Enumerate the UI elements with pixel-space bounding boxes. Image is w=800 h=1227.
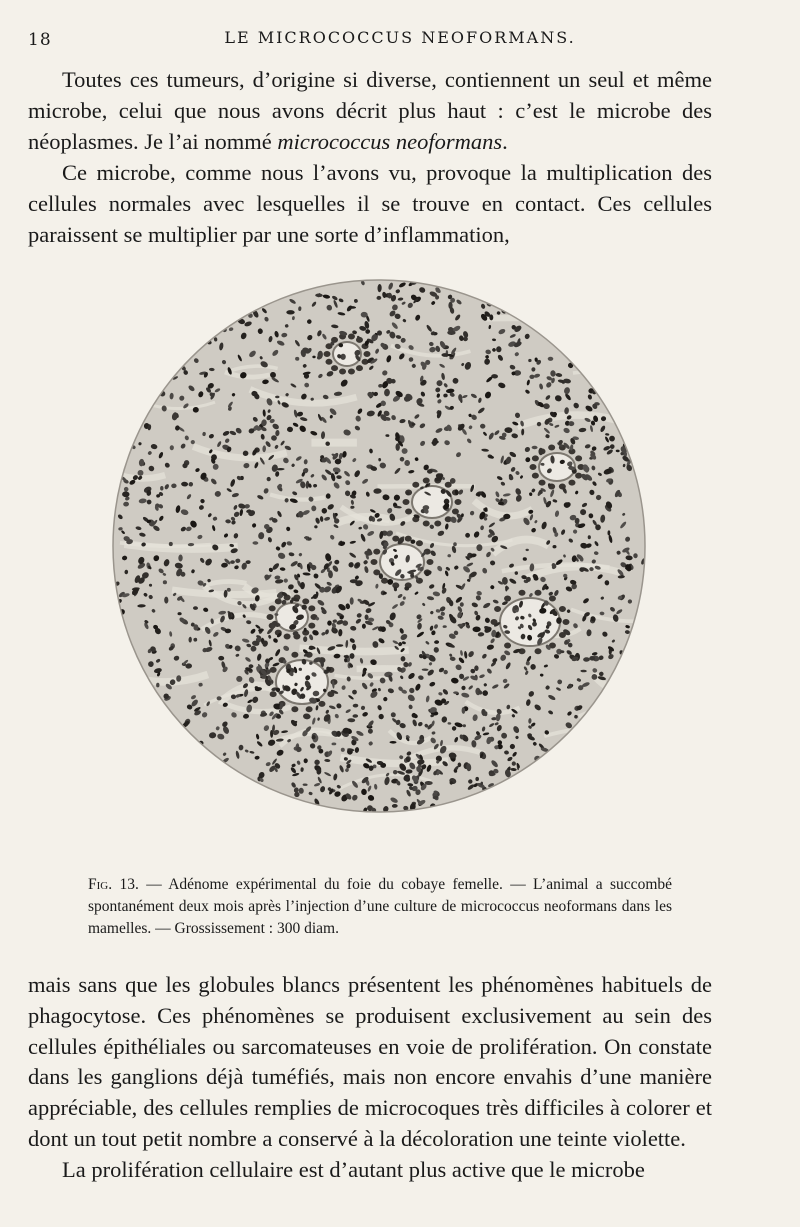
running-title: LE MICROCOCCUS NEOFORMANS.	[224, 28, 576, 47]
figure-label: Fig. 13.	[88, 876, 139, 893]
paragraph: mais sans que les globules blancs présentent les phénomènes habituels de phagocytose. Ces phénomènes se produisent exclusivement au sein des cellules épithéliales ou sarcomateuses en voie de prolifération. On constate dans les ganglions déjà tuméfiés, mais non encore envahis d’une manière appréciable, des cellules remplies de microcoques très difficiles à colorer et dont un tout petit nombre a conservé à la décoloration une teinte violette.	[28, 972, 712, 1151]
paragraph: Ce microbe, comme nous l’avons vu, provoque la multiplication des cellules normales avec lesquelles il se trouve en contact. Ces cellules paraissent se multiplier par une sorte d’inflammation,	[28, 160, 712, 247]
paragraph	[28, 64, 712, 157]
micrograph-figure	[102, 262, 656, 830]
page-number: 18	[28, 30, 52, 50]
species-name: micrococcus neoformans	[277, 129, 503, 154]
paragraph-text: Toutes ces tumeurs, d’origine si diverse, contiennent un seul et même microbe, celui que nous avons décrit plus haut : c’est le microbe des néoplasmes. Je l’ai nommé	[28, 67, 712, 154]
tissue-section	[102, 267, 656, 830]
paragraph: La prolifération cellulaire est d’autant plus active que le microbe	[62, 1156, 645, 1182]
caption-text: — Adénome expérimental du foie du cobaye femelle. — L’animal a succombé spontanément deux mois après l’injection d’une culture de micrococcus neoformans dans les mamelles. — Grossissement : 300 diam.	[88, 876, 672, 937]
body-text-bottom	[28, 970, 712, 1186]
body-text-top	[28, 64, 712, 250]
paragraph-end: .	[502, 129, 508, 154]
figure-caption	[88, 874, 672, 940]
micrograph-image	[102, 262, 656, 830]
